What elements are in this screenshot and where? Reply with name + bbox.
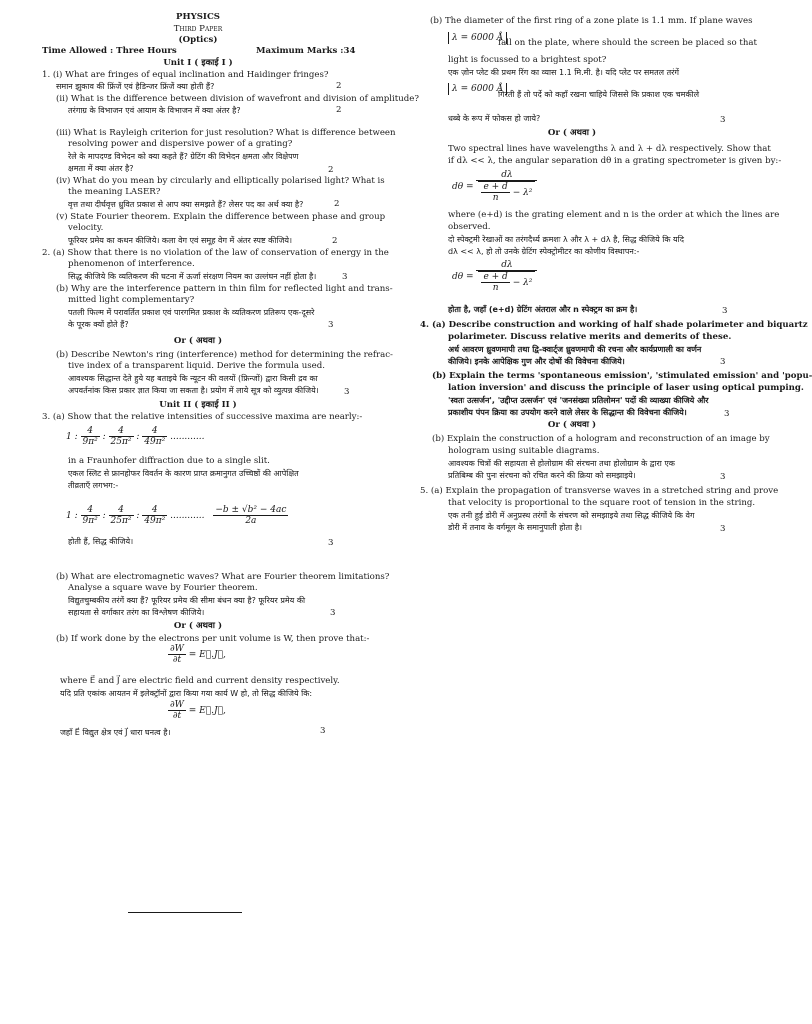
q1-v-en2: velocity. <box>68 223 104 233</box>
q3b-en1: (b) The diameter of the first ring of a zone plate is 1.1 mm. If plane waves <box>430 16 753 26</box>
q1-ii-marks: 2 <box>336 105 342 115</box>
q3-where-en: where E⃗ and J⃗ are electric field and current density respectively. <box>60 676 340 686</box>
q3-or: Or ( अथवा ) <box>173 621 223 631</box>
q3-fraunhofer: in a Fraunhofer diffraction due to a single slit. <box>68 456 270 466</box>
q2-bb-en2: tive index of a transparent liquid. Derive the formula used. <box>68 361 326 371</box>
q1-iii-hi2: क्षमता में क्या अंतर है? <box>68 164 134 173</box>
right-or-2: Or ( अथवा ) <box>547 420 597 430</box>
q2-a-hi: सिद्ध कीजिये कि व्यतिकरण की घटना में ऊर्जा संरक्षण नियम का उल्लंघन नहीं होता है। <box>68 272 317 281</box>
q3-a-en: 3. (a) Show that the relative intensities of successive maxima are nearly:- <box>42 412 363 422</box>
q3-bb-marks: 3 <box>320 726 326 736</box>
q4b-hi2: प्रकाशीय पंपन क्रिया का उपयोग करने वाले लेसर के सिद्धान्त की विवेचना कीजिये। <box>448 408 687 417</box>
q2-b-en2: mitted light complementary? <box>68 295 195 305</box>
two-lines-hi2: dλ << λ, हो तो उनके ग्रेटिंग स्पेक्ट्रोमीटर का कोणीय विस्थापन:- <box>448 247 640 256</box>
q4b-en1: (b) Explain the terms 'spontaneous emission', 'stimulated emission' and 'popu- <box>432 371 812 381</box>
power-equation-2: $\frac{\partial W}{\partial t}$ = E⃗.J⃗, <box>170 700 226 721</box>
q3-b-en1: (b) What are electromagnetic waves? What are Fourier theorem limitations? <box>56 572 390 582</box>
q1-i-en: 1. (i) What are fringes of equal inclination and Haidinger fringes? <box>42 70 329 80</box>
q3-b-marks: 3 <box>330 608 336 618</box>
two-lines-en2: if dλ << λ, the angular separation dθ in a grating spectrometer is given by:- <box>448 156 782 166</box>
q4b-hi1: 'स्वतः उत्सर्जन', 'उद्दीप्त उत्सर्जन' एवं 'जनसंख्या प्रतिलोमन' पदों की व्याख्या कीजिये और <box>448 396 709 405</box>
q4a-marks: 3 <box>720 357 726 367</box>
where-en1: where (e+d) is the grating element and n is the order at which the lines are <box>448 210 780 220</box>
q5a-hi1: एक तनी हुई डोरी में अनुप्रस्थ तरंगों के संचरण को समझाइये तथा सिद्ध कीजिये कि वेग <box>448 511 695 520</box>
q3b-en3: light is focussed to a brightest spot? <box>448 55 607 65</box>
q3-b-en2: Analyse a square wave by Fourier theorem. <box>68 583 258 593</box>
q1-iii-en1: (iii) What is Rayleigh criterion for just resolution? What is difference between <box>56 128 396 138</box>
two-lines-hi1: दो स्पेक्ट्रमी रेखाओं का तरंगदैर्ध्य क्रमशः λ और λ + dλ है, सिद्ध कीजिये कि यदि <box>448 235 685 244</box>
q5a-en2: that velocity is proportional to the square root of tension in the string. <box>448 498 756 508</box>
q3b-hi3: धब्बे के रूप में फोकस हो जाये? <box>448 114 541 123</box>
q4bb-marks: 3 <box>720 472 726 482</box>
q3-bb-en: (b) If work done by the electrons per unit volume is W, then prove that:- <box>56 634 370 644</box>
q3-a-marks: 3 <box>328 538 334 548</box>
lambda-box-1: λ = 6000 Å <box>448 32 507 44</box>
q3-where2-hi: जहाँ E⃗ विद्युत क्षेत्र एवं J⃗ धारा घनत्व है। <box>60 728 171 737</box>
q5a-hi2: डोरी में तनाव के वर्गमूल के समानुपाती होता है। <box>448 523 582 532</box>
q5a-marks: 3 <box>720 524 726 534</box>
q2-b-en1: (b) Why are the interference pattern in thin film for reflected light and trans- <box>56 284 393 294</box>
paper-label: Third Paper <box>173 24 223 34</box>
unit2-title: Unit II ( इकाई II ) <box>159 400 237 410</box>
q1-iii-hi1: रेले के मापदण्ड विभेदन को क्या कहते हैं? ग्रेटिंग की विभेदन क्षमता और विक्षेपण <box>68 152 299 161</box>
q4b-en2: lation inversion' and discuss the principle of laser using optical pumping. <box>448 383 804 393</box>
q3-a-hi1: एकल स्लिट से फ्रानहोफर विवर्तन के कारण प्राप्त क्रमानुगत उच्चिष्ठों की आपेक्षित <box>68 469 299 478</box>
angular-sep-eq-1: dθ = dλ $\frac{e + d}{n}$ − λ² <box>452 170 537 203</box>
subject-title: PHYSICS <box>176 12 220 22</box>
q4a-en1: 4. (a) Describe construction and working of half shade polarimeter and biquartz <box>420 320 808 330</box>
q2-a-en2: phenomenon of interference. <box>68 259 195 269</box>
q3-b-hi2: सहायता से वर्गाकार तरंग का विश्लेषण कीजिये। <box>68 608 205 617</box>
q5a-en1: 5. (a) Explain the propagation of transverse waves in a stretched string and prove <box>420 486 779 496</box>
q1-v-en1: (v) State Fourier theorem. Explain the difference between phase and group <box>56 212 386 222</box>
q1-i-hi: समान झुकाव की फ्रिंजें एवं हैडिन्जर फ्रिंजें क्या होती हैं? <box>56 82 215 91</box>
quadratic-numerator: −b ± √b² − 4ac <box>215 505 287 515</box>
right-or-1: Or ( अथवा ) <box>547 128 597 138</box>
q2-or: Or ( अथवा ) <box>173 336 223 346</box>
q3-prove-hi: होती हैं, सिद्ध कीजिये। <box>68 537 134 546</box>
q4bb-en1: (b) Explain the construction of a hologram and reconstruction of an image by <box>432 434 770 444</box>
q3b-en2: fall on the plate, where should the screen be placed so that <box>498 38 757 48</box>
optics-label: (Optics) <box>178 35 218 45</box>
where-en2: observed. <box>448 222 491 232</box>
q3b-hi2: गिरती हैं तो पर्दे को कहाँ रखना चाहिये जिससे कि प्रकाश एक चमकीले <box>498 90 700 99</box>
unit1-title: Unit I ( इकाई I ) <box>163 58 233 68</box>
q1-v-hi: फूरियर प्रमेय का कथन कीजिये। कला वेग एवं समूह वेग में अंतर स्पष्ट कीजिये। <box>68 236 293 245</box>
lambda-box-2: λ = 6000 Å <box>448 83 507 95</box>
q1-ii-en: (ii) What is the difference between division of wavefront and division of amplitude? <box>56 94 419 104</box>
q2-bb-en1: (b) Describe Newton's ring (interference) method for determining the refrac- <box>56 350 393 360</box>
q4b-marks: 3 <box>724 409 730 419</box>
q3b-marks: 3 <box>720 115 726 125</box>
q2-bb-hi1: आवश्यक सिद्धान्त देते हुये यह बताइये कि न्यूटन की वलयों (फ्रिन्जों) द्वारा किसी द्रव का <box>68 374 318 383</box>
q1-v-marks: 2 <box>332 236 338 246</box>
q1-iv-hi: वृत्त तथा दीर्घवृत्त ध्रुवित प्रकाश से आप क्या समझते हैं? लेसर पद का अर्थ क्या है? <box>68 200 304 209</box>
q1-iii-marks: 2 <box>328 165 334 175</box>
intensity-series-2: 1 : $\frac{4}{\text{9π²}}$ : $\frac{4}{\text{25π²}}$ : $\frac{4}{\text{49π²}}$ ............ $\frac{\text{−b ± √b² − 4ac}}{2a}$ <box>66 505 287 526</box>
q1-ii-hi: तरंगाग्र के विभाजन एवं आयाम के विभाजन में क्या अंतर है? <box>68 106 241 115</box>
q2-bb-marks: 3 <box>344 387 350 397</box>
q2-a-en1: 2. (a) Show that there is no violation of the law of conservation of energy in the <box>42 248 389 258</box>
q4bb-hi1: आवश्यक चित्रों की सहायता से होलोग्राम की संरचना तथा होलोग्राम के द्वारा एक <box>448 459 675 468</box>
q2-a-marks: 3 <box>342 272 348 282</box>
q1-iii-en2: resolving power and dispersive power of a grating? <box>68 139 293 149</box>
two-lines-en1: Two spectral lines have wavelengths λ and λ + dλ respectively. Show that <box>448 144 771 154</box>
q1-iv-en1: (iv) What do you mean by circularly and elliptically polarised light? What is <box>56 176 385 186</box>
q3b-hi1: एक ज़ोन प्लेट की प्रथम रिंग का व्यास 1.1 मि.मी. है। यदि प्लेट पर समतल तरंगें <box>448 68 679 77</box>
q4bb-en2: hologram using suitable diagrams. <box>448 446 600 456</box>
power-equation-1: $\frac{\partial W}{\partial t}$ = E⃗.J⃗, <box>170 644 226 665</box>
time-allowed: Time Allowed : Three Hours <box>42 46 177 56</box>
q3-a-hi2: तीव्रताएँ लगभग:- <box>68 481 119 490</box>
q4a-en2: polarimeter. Discuss relative merits and demerits of these. <box>448 332 732 342</box>
q1-i-marks: 2 <box>336 81 342 91</box>
q2-b-marks: 3 <box>328 320 334 330</box>
q2-b-hi1: पतली फिल्म में परावर्तित प्रकाश एवं पारगमित प्रकाश के व्यतिकरण प्रतिरूप एक-दूसरे <box>68 308 315 317</box>
two-lines-hi3: होता है, जहाँ (e+d) ग्रेटिंग अंतराल और n स्पेक्ट्रम का क्रम है। <box>448 305 638 314</box>
q1-iv-marks: 2 <box>334 199 340 209</box>
q1-iv-en2: the meaning LASER? <box>68 187 161 197</box>
angular-sep-eq-2: dθ = dλ $\frac{e + d}{n}$ − λ² <box>452 260 537 293</box>
q2-bb-hi2: अपवर्तनांक किस प्रकार ज्ञात किया जा सकता है। प्रयोग में लाये सूत्र को व्युत्पन्न कीजिये। <box>68 386 319 395</box>
quadratic-denominator: 2a <box>245 516 257 526</box>
q4a-hi1: अर्ध आवरण ध्रुवणमापी तथा द्वि-क्वार्ट्ज ध्रुवणमापी की रचना और कार्यप्रणाली का वर्णन <box>448 345 702 354</box>
intensity-series-1: 1 : $\frac{4}{\text{9π²}}$ : $\frac{4}{\text{25π²}}$ : $\frac{4}{\text{49π²}}$ ............ <box>66 426 205 447</box>
q4a-hi2: कीजिये। इनके आपेक्षिक गुण और दोषों की विवेचना कीजिये। <box>448 357 625 366</box>
max-marks: Maximum Marks :34 <box>256 46 356 56</box>
two-lines-marks: 3 <box>722 306 728 316</box>
end-rule <box>128 912 242 913</box>
q3-b-hi1: विद्युतचुम्बकीय तरंगें क्या हैं? फूरियर प्रमेय की सीमा बंधन क्या है? फूरियर प्रमेय की <box>68 596 306 605</box>
q3-where-hi: यदि प्रति एकांक आयतन में इलेक्ट्रॉनों द्वारा किया गया कार्य W हो, तो सिद्ध कीजिये कि: <box>60 689 313 698</box>
q4bb-hi2: प्रतिबिम्ब की पुनः संरचना को रचित करने की क्रिया को समझाइये। <box>448 471 636 480</box>
q2-b-hi2: के पूरक क्यों होते हैं? <box>68 320 129 329</box>
